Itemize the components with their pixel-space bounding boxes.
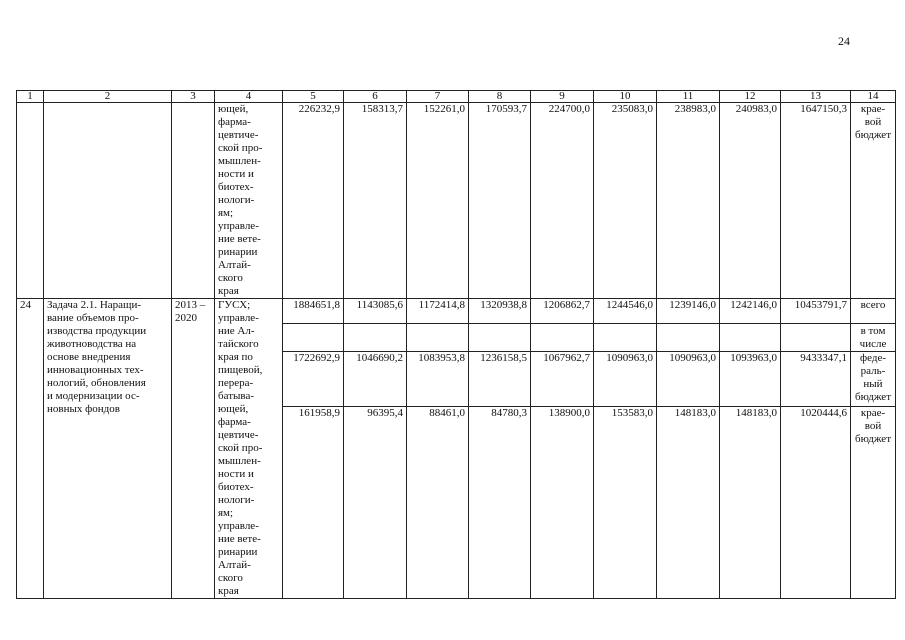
funding-source-line: вой [864,420,882,433]
task-line: основе внедрения [47,351,131,363]
executor-line: перера- [218,377,254,389]
value-cell [781,324,851,351]
funding-source-cell [851,103,896,299]
task-line: инновационных тех- [47,364,144,376]
value-cell: 96395,4 [344,407,407,599]
row-number-cell: 24 [17,299,44,599]
value-cell: 1143085,6 [344,299,407,324]
value-cell: 1244546,0 [594,299,657,324]
executor-line: биотех- [218,181,254,193]
value-cell: 1020444,6 [781,407,851,599]
header-cell: 10 [594,91,657,103]
executor-line: ние вете- [218,533,261,545]
executor-cell [215,103,283,299]
page-number: 24 [838,34,850,48]
period-line: 2020 [175,312,197,324]
period-cell [172,299,215,599]
value-cell: 1320938,8 [469,299,531,324]
header-cell: 5 [283,91,344,103]
value-cell [594,324,657,351]
value-cell: 153583,0 [594,407,657,599]
task-line: вание объемов про- [47,312,139,324]
executor-line: ринарии [218,546,258,558]
value-cell: 1884651,8 [283,299,344,324]
value-cell: 9433347,1 [781,351,851,407]
header-cell: 8 [469,91,531,103]
executor-line: ского [218,272,243,284]
executor-line: фарма- [218,416,251,428]
task-line: Задача 2.1. Наращи- [47,299,142,311]
executor-cell [215,299,283,599]
executor-line: края [218,585,239,597]
period-line: 2013 – [175,299,206,311]
header-cell: 11 [657,91,720,103]
executor-line: ности и [218,168,254,180]
value-cell: 152261,0 [407,103,469,299]
executor-line: тайского [218,338,259,350]
header-row [17,91,896,103]
value-cell: 1722692,9 [283,351,344,407]
value-cell: 10453791,7 [781,299,851,324]
header-cell: 14 [851,91,896,103]
header-cell: 1 [17,91,44,103]
executor-line: края по [218,351,253,363]
funding-source-cell: всего [851,299,896,324]
funding-source-cell [851,407,896,599]
value-cell: 84780,3 [469,407,531,599]
table-row-24-total [17,299,896,324]
value-cell [657,324,720,351]
header-cell: 2 [44,91,172,103]
funding-source-line: бюджет [855,433,891,446]
value-cell [720,324,781,351]
value-cell [407,324,469,351]
header-cell: 9 [531,91,594,103]
value-cell: 1239146,0 [657,299,720,324]
funding-source-line: крае- [860,103,886,115]
funding-source-line: в том [860,324,886,337]
task-line: и модернизации ос- [47,390,140,402]
value-cell: 161958,9 [283,407,344,599]
task-line: нологий, обновления [47,377,146,389]
executor-line: Алтай- [218,559,251,571]
executor-line: Алтай- [218,259,251,271]
header-cell: 6 [344,91,407,103]
executor-line: ям; [218,207,234,219]
period-cell [172,103,215,299]
task-line: изводства продукции [47,325,147,337]
value-cell: 1236158,5 [469,351,531,407]
task-line: новных фондов [47,403,120,415]
executor-line: ГУСХ; [218,299,251,311]
value-cell: 224700,0 [531,103,594,299]
executor-line: ности и [218,468,254,480]
executor-line: ющей, [218,403,249,415]
value-cell: 1090963,0 [594,351,657,407]
executor-line: цевтиче- [218,129,259,141]
task-cell [44,299,172,599]
value-cell [344,324,407,351]
executor-line: управле- [218,312,259,324]
task-line: животноводства на [47,338,137,350]
value-cell [531,324,594,351]
executor-line: ринарии [218,246,258,258]
funding-source-line: вой [864,116,882,128]
value-cell [469,324,531,351]
value-cell: 238983,0 [657,103,720,299]
value-cell: 1090963,0 [657,351,720,407]
executor-line: нологи- [218,494,255,506]
funding-source-line: бюджет [855,129,891,141]
value-cell: 235083,0 [594,103,657,299]
executor-line: мышлен- [218,455,261,467]
header-cell: 4 [215,91,283,103]
executor-line: ние Ал- [218,325,255,337]
value-cell: 1206862,7 [531,299,594,324]
value-cell: 148183,0 [720,407,781,599]
header-cell: 12 [720,91,781,103]
value-cell: 170593,7 [469,103,531,299]
value-cell: 226232,9 [283,103,344,299]
header-cell: 13 [781,91,851,103]
funding-source-line: крае- [860,407,886,420]
table-row-continued [17,103,896,299]
value-cell: 138900,0 [531,407,594,599]
executor-line: батыва- [218,390,254,402]
funding-source-line: раль- [860,364,886,377]
executor-line: фарма- [218,116,251,128]
value-cell: 1242146,0 [720,299,781,324]
task-cell [44,103,172,299]
funding-source-line: феде- [859,351,886,364]
value-cell: 240983,0 [720,103,781,299]
funding-source-line: ный [863,377,883,390]
header-cell: 3 [172,91,215,103]
value-cell: 88461,0 [407,407,469,599]
value-cell: 1647150,3 [781,103,851,299]
value-cell: 158313,7 [344,103,407,299]
executor-line: ской про- [218,442,263,454]
value-cell: 1172414,8 [407,299,469,324]
header-cell: 7 [407,91,469,103]
executor-line: пищевой, [218,364,263,376]
value-cell: 1093963,0 [720,351,781,407]
program-table [16,90,896,599]
executor-line: мышлен- [218,155,261,167]
value-cell: 148183,0 [657,407,720,599]
funding-source-line: числе [859,337,887,350]
funding-source-cell [851,324,896,351]
funding-source-cell [851,351,896,407]
executor-line: ям; [218,507,234,519]
executor-line: ющей, [218,103,249,115]
executor-line: цевтиче- [218,429,259,441]
executor-line: ской про- [218,142,263,154]
executor-line: ние вете- [218,233,261,245]
executor-line: управле- [218,520,259,532]
value-cell: 1046690,2 [344,351,407,407]
funding-source-line: бюджет [855,390,891,403]
row-number-cell [17,103,44,299]
executor-line: биотех- [218,481,254,493]
executor-line: края [218,285,239,297]
executor-line: управле- [218,220,259,232]
executor-line: ского [218,572,243,584]
value-cell [283,324,344,351]
value-cell: 1083953,8 [407,351,469,407]
executor-line: нологи- [218,194,255,206]
value-cell: 1067962,7 [531,351,594,407]
